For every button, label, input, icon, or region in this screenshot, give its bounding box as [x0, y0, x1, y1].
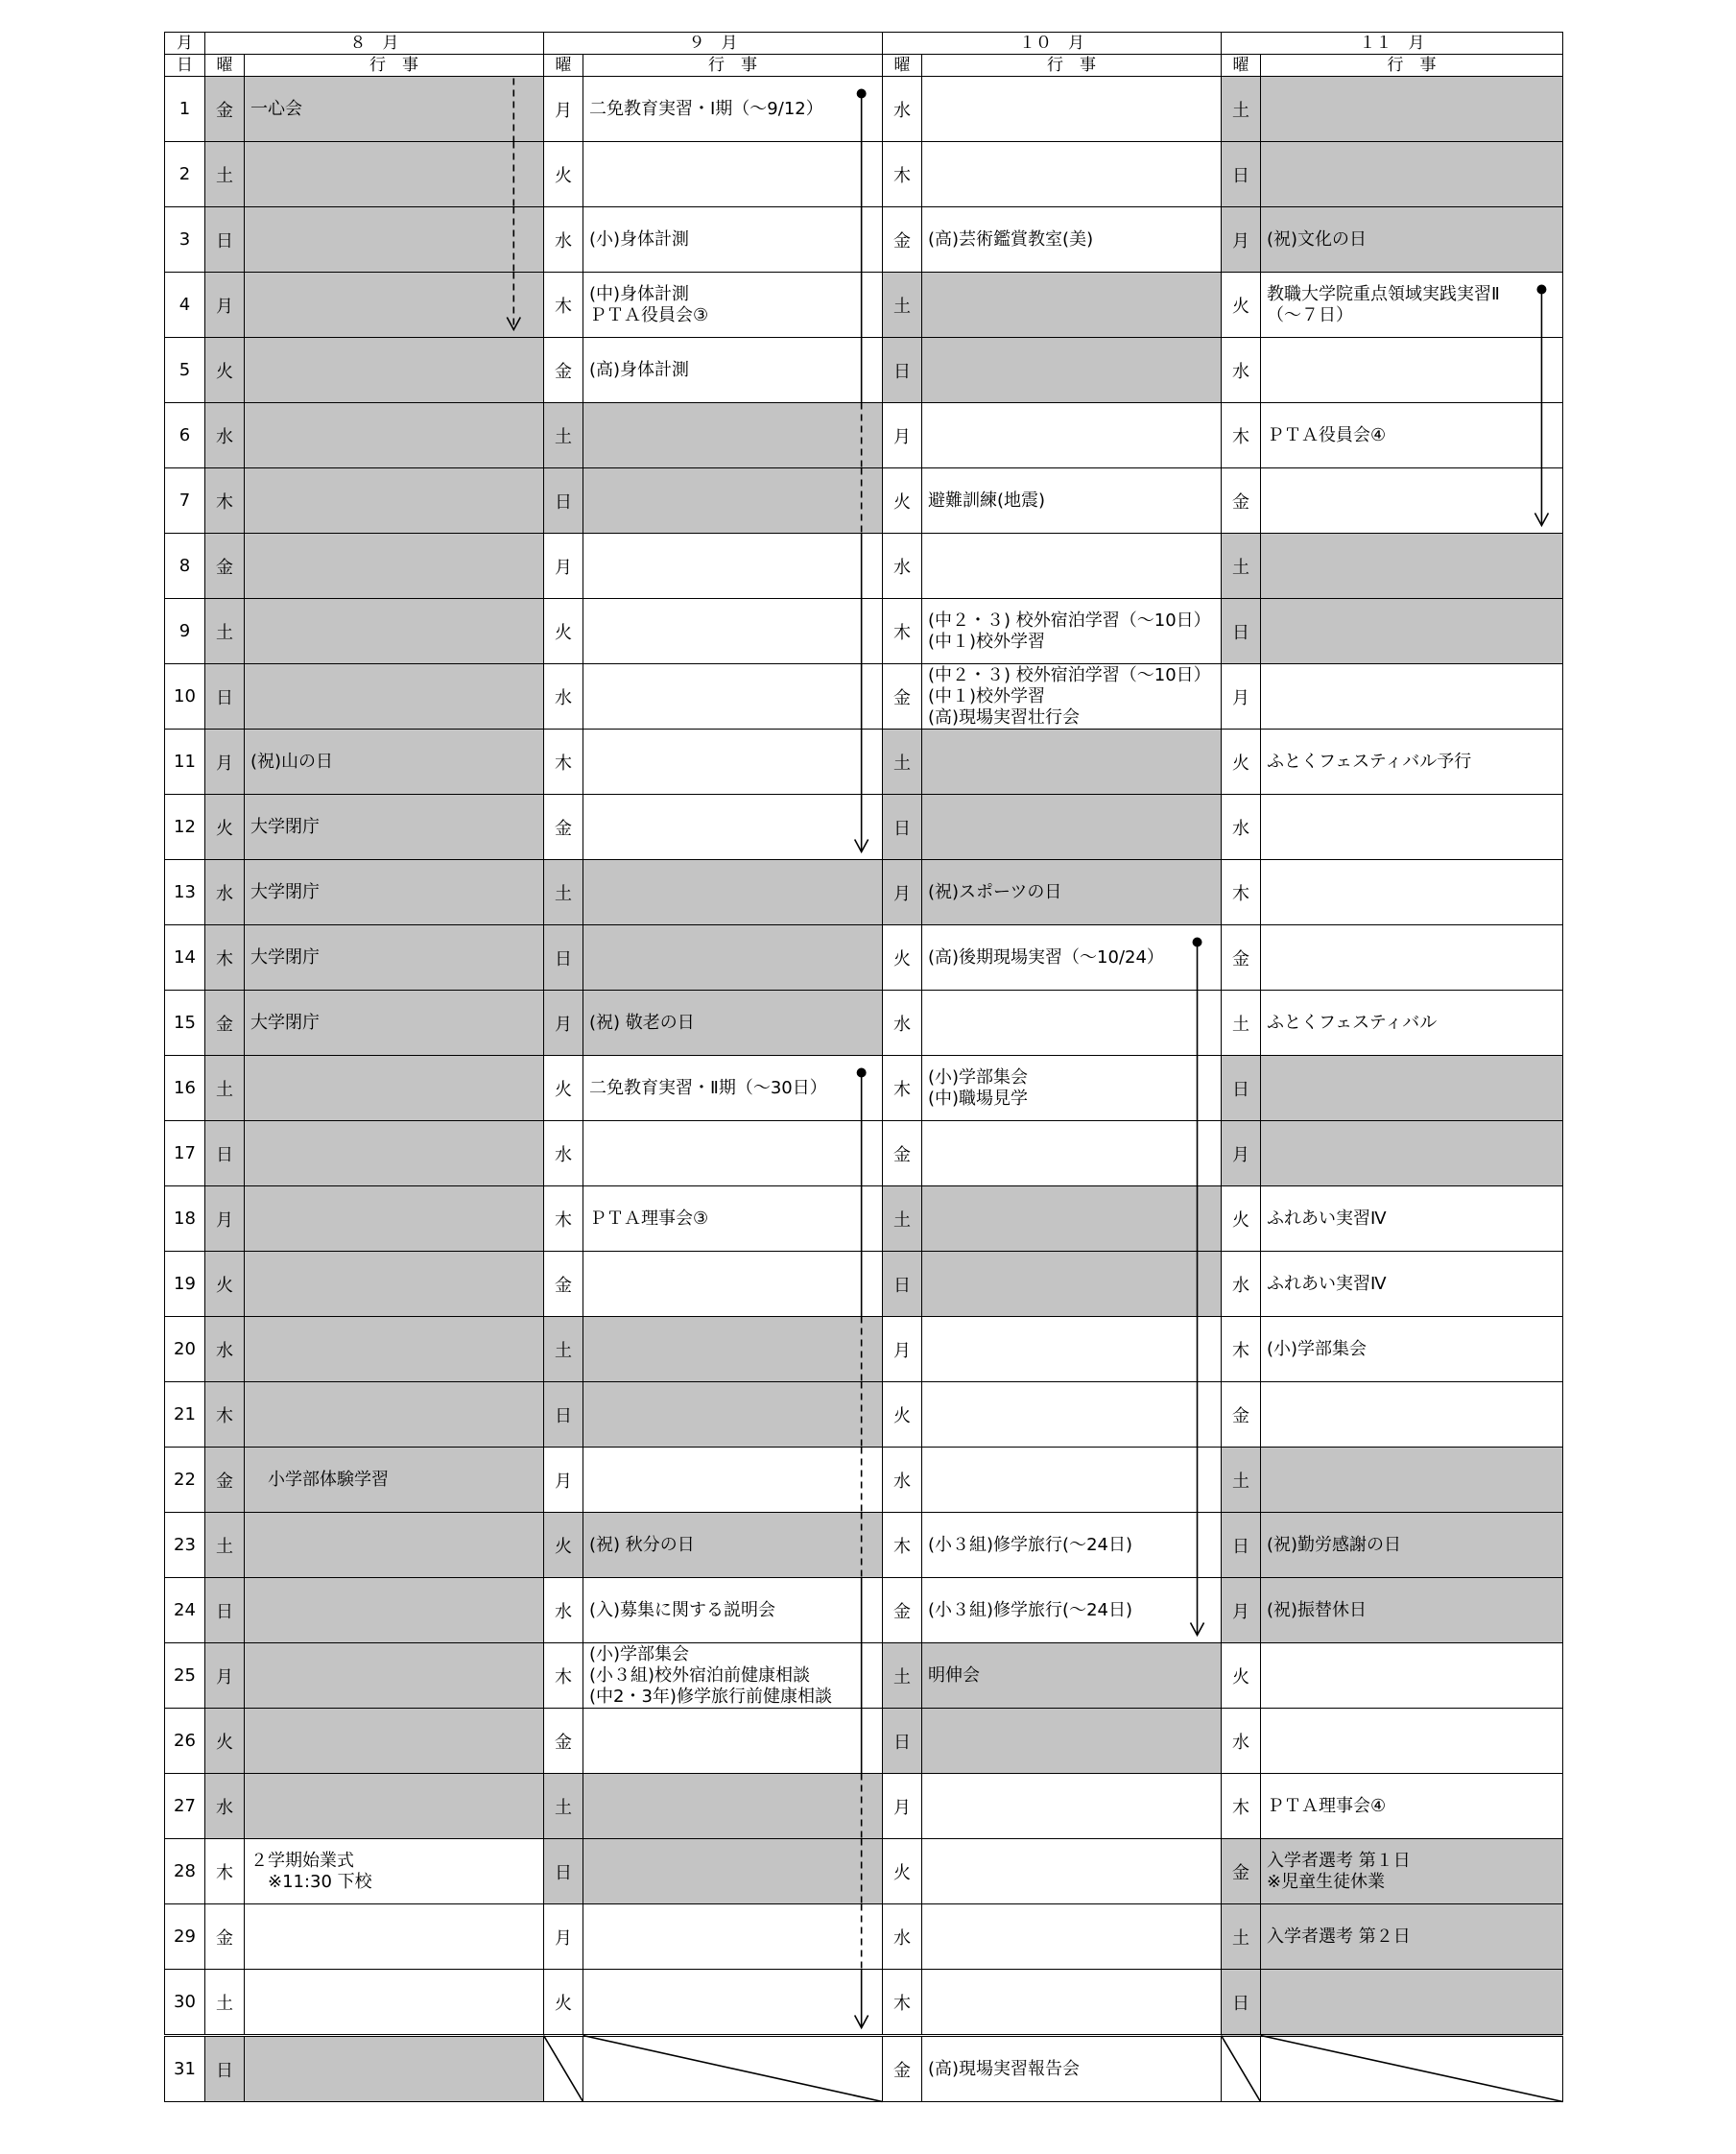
- weekday-cell: 日: [1222, 599, 1261, 664]
- weekday-cell: 土: [205, 142, 245, 207]
- weekday-cell: 日: [205, 2036, 245, 2102]
- event-cell: (小)学部集会: [1261, 1317, 1563, 1382]
- weekday-cell: 月: [1222, 664, 1261, 730]
- weekday-cell: 金: [883, 664, 922, 730]
- weekday-cell: 水: [205, 860, 245, 925]
- event-cell: (祝)山の日: [245, 730, 544, 795]
- event-cell: (祝)スポーツの日: [922, 860, 1222, 925]
- day-number: 6: [165, 403, 205, 468]
- weekday-cell: 火: [205, 1252, 245, 1317]
- weekday-cell: 水: [1222, 795, 1261, 860]
- day-number: 10: [165, 664, 205, 730]
- dow-label: 曜: [883, 55, 922, 77]
- weekday-cell: 木: [544, 273, 583, 338]
- weekday-cell: 月: [544, 1448, 583, 1513]
- weekday-cell: 水: [883, 77, 922, 142]
- weekday-cell: 金: [883, 207, 922, 273]
- event-cell: (祝)文化の日: [1261, 207, 1563, 273]
- day-number: 28: [165, 1839, 205, 1904]
- weekday-cell: 金: [1222, 1839, 1261, 1904]
- weekday-cell: 土: [205, 1513, 245, 1578]
- event-cell: ＰＴＡ役員会④: [1261, 403, 1563, 468]
- event-cell: (小)学部集会 (小３組)校外宿泊前健康相談 (中2・3年)修学旅行前健康相談: [583, 1643, 883, 1709]
- month-august: ８ 月: [205, 33, 544, 55]
- weekday-cell: 土: [883, 1186, 922, 1252]
- weekday-cell: 土: [205, 1056, 245, 1121]
- weekday-cell: 土: [883, 1643, 922, 1709]
- event-cell: ふとくフェスティバル予行: [1261, 730, 1563, 795]
- weekday-cell: 水: [883, 1904, 922, 1970]
- weekday-cell: 火: [544, 1056, 583, 1121]
- day-number: 11: [165, 730, 205, 795]
- weekday-cell: 金: [1222, 925, 1261, 991]
- day-number: 2: [165, 142, 205, 207]
- weekday-cell: 日: [205, 207, 245, 273]
- weekday-cell: 火: [205, 1709, 245, 1774]
- day-number: 5: [165, 338, 205, 403]
- day-number: 21: [165, 1382, 205, 1448]
- event-cell: ふれあい実習Ⅳ: [1261, 1186, 1563, 1252]
- day-number: 19: [165, 1252, 205, 1317]
- weekday-cell: 金: [205, 77, 245, 142]
- day-number: 14: [165, 925, 205, 991]
- weekday-cell: 月: [544, 77, 583, 142]
- day-number: 9: [165, 599, 205, 664]
- event-label: 行 事: [922, 55, 1222, 77]
- day-number: 23: [165, 1513, 205, 1578]
- event-label: 行 事: [583, 55, 883, 77]
- weekday-cell: 土: [205, 1970, 245, 2036]
- day-number: 17: [165, 1121, 205, 1186]
- event-label: 行 事: [1261, 55, 1563, 77]
- weekday-cell: 日: [883, 1252, 922, 1317]
- event-cell: (入)募集に関する説明会: [583, 1578, 883, 1643]
- weekday-cell: 日: [544, 1839, 583, 1904]
- na-diagonal-line: [1222, 2036, 1261, 2102]
- day-number: 12: [165, 795, 205, 860]
- event-cell: (高)後期現場実習（～10/24）: [922, 925, 1222, 991]
- weekday-cell: 火: [544, 1513, 583, 1578]
- weekday-cell: 水: [544, 1578, 583, 1643]
- month-october: １０ 月: [883, 33, 1222, 55]
- weekday-cell: 土: [544, 1774, 583, 1839]
- day-number: 24: [165, 1578, 205, 1643]
- weekday-cell: 木: [544, 1186, 583, 1252]
- event-cell: ２学期始業式 ※11:30 下校: [245, 1839, 544, 1904]
- event-cell: 一心会: [245, 77, 544, 142]
- event-cell: (祝)振替休日: [1261, 1578, 1563, 1643]
- weekday-cell: 木: [883, 142, 922, 207]
- weekday-cell: 火: [883, 1382, 922, 1448]
- weekday-cell: 水: [1222, 1709, 1261, 1774]
- weekday-cell: 日: [544, 1382, 583, 1448]
- weekday-cell: 木: [883, 1970, 922, 2036]
- weekday-cell: 金: [1222, 468, 1261, 534]
- weekday-cell: 水: [205, 1774, 245, 1839]
- event-cell: ふとくフェスティバル: [1261, 991, 1563, 1056]
- dow-label: 曜: [1222, 55, 1261, 77]
- weekday-cell: 木: [205, 1382, 245, 1448]
- weekday-cell: 金: [544, 338, 583, 403]
- day-number: 27: [165, 1774, 205, 1839]
- day-number: 7: [165, 468, 205, 534]
- weekday-cell: 水: [1222, 338, 1261, 403]
- weekday-cell: 日: [205, 664, 245, 730]
- event-cell: 入学者選考 第１日 ※児童生徒休業: [1261, 1839, 1563, 1904]
- day-number: 30: [165, 1970, 205, 2036]
- weekday-cell: 月: [1222, 1121, 1261, 1186]
- weekday-cell: 月: [883, 1317, 922, 1382]
- weekday-cell: 水: [544, 1121, 583, 1186]
- event-cell: 入学者選考 第２日: [1261, 1904, 1563, 1970]
- weekday-cell: 日: [883, 338, 922, 403]
- weekday-cell: 土: [544, 403, 583, 468]
- day-label: 日: [165, 55, 205, 77]
- event-cell: (祝) 敬老の日: [583, 991, 883, 1056]
- event-cell: 大学閉庁: [245, 860, 544, 925]
- month-september: ９ 月: [544, 33, 883, 55]
- weekday-cell: 火: [1222, 1643, 1261, 1709]
- weekday-cell: 月: [883, 403, 922, 468]
- weekday-cell: 水: [205, 1317, 245, 1382]
- event-cell: 大学閉庁: [245, 991, 544, 1056]
- day-number: 1: [165, 77, 205, 142]
- weekday-cell: 木: [883, 599, 922, 664]
- weekday-cell: 金: [205, 991, 245, 1056]
- day-number: 8: [165, 534, 205, 599]
- weekday-cell: 金: [1222, 1382, 1261, 1448]
- event-label: 行 事: [245, 55, 544, 77]
- day-number: 22: [165, 1448, 205, 1513]
- na-diagonal-line: [583, 2036, 883, 2102]
- day-number: 4: [165, 273, 205, 338]
- weekday-cell: 土: [1222, 1904, 1261, 1970]
- event-cell: (小)学部集会 (中)職場見学: [922, 1056, 1222, 1121]
- weekday-cell: 火: [205, 338, 245, 403]
- event-cell: (高)現場実習報告会: [922, 2036, 1222, 2102]
- weekday-cell: 月: [205, 273, 245, 338]
- weekday-cell: 水: [883, 991, 922, 1056]
- event-cell: (中２・３) 校外宿泊学習（～10日） (中１)校外学習: [922, 599, 1222, 664]
- na-diagonal-line: [544, 2036, 583, 2102]
- weekday-cell: 木: [544, 1643, 583, 1709]
- dow-label: 曜: [205, 55, 245, 77]
- weekday-cell: 金: [544, 795, 583, 860]
- weekday-cell: 日: [1222, 1513, 1261, 1578]
- weekday-cell: 金: [883, 2036, 922, 2102]
- weekday-cell: 土: [1222, 991, 1261, 1056]
- event-cell: (祝) 秋分の日: [583, 1513, 883, 1578]
- weekday-cell: 金: [883, 1578, 922, 1643]
- day-number: 3: [165, 207, 205, 273]
- dow-label: 曜: [544, 55, 583, 77]
- weekday-cell: 月: [544, 991, 583, 1056]
- weekday-cell: 木: [1222, 1774, 1261, 1839]
- weekday-cell: 月: [544, 534, 583, 599]
- weekday-cell: 月: [883, 1774, 922, 1839]
- month-label: 月: [165, 33, 205, 55]
- weekday-cell: 木: [1222, 1317, 1261, 1382]
- weekday-cell: 日: [1222, 1970, 1261, 2036]
- weekday-cell: 火: [205, 795, 245, 860]
- weekday-cell: 月: [205, 1186, 245, 1252]
- weekday-cell: 土: [883, 273, 922, 338]
- weekday-cell: 月: [1222, 207, 1261, 273]
- weekday-cell: 金: [544, 1252, 583, 1317]
- weekday-cell: 月: [883, 860, 922, 925]
- day-number: 18: [165, 1186, 205, 1252]
- weekday-cell: 日: [544, 925, 583, 991]
- weekday-cell: 日: [883, 795, 922, 860]
- weekday-cell: 月: [205, 730, 245, 795]
- weekday-cell: 日: [1222, 142, 1261, 207]
- event-cell: 二免教育実習・Ⅱ期（～30日）: [583, 1056, 883, 1121]
- weekday-cell: 火: [883, 925, 922, 991]
- event-cell: ＰＴＡ理事会③: [583, 1186, 883, 1252]
- weekday-cell: 日: [205, 1121, 245, 1186]
- weekday-cell: 土: [1222, 77, 1261, 142]
- weekday-cell: 土: [883, 730, 922, 795]
- weekday-cell: 日: [205, 1578, 245, 1643]
- day-number: 31: [165, 2036, 205, 2102]
- day-number: 29: [165, 1904, 205, 1970]
- weekday-cell: 土: [205, 599, 245, 664]
- weekday-cell: 日: [544, 468, 583, 534]
- day-number: 15: [165, 991, 205, 1056]
- event-cell: (祝)勤労感謝の日: [1261, 1513, 1563, 1578]
- weekday-cell: 土: [544, 860, 583, 925]
- event-cell: 避難訓練(地震): [922, 468, 1222, 534]
- weekday-cell: 日: [1222, 1056, 1261, 1121]
- day-number: 25: [165, 1643, 205, 1709]
- weekday-cell: 日: [883, 1709, 922, 1774]
- weekday-cell: 金: [205, 1904, 245, 1970]
- event-cell: (小３組)修学旅行(～24日): [922, 1578, 1222, 1643]
- weekday-cell: 火: [1222, 730, 1261, 795]
- event-cell: 二免教育実習・Ⅰ期（～9/12）: [583, 77, 883, 142]
- weekday-cell: 木: [883, 1513, 922, 1578]
- weekday-cell: 水: [205, 403, 245, 468]
- day-number: 20: [165, 1317, 205, 1382]
- event-cell: 教職大学院重点領域実践実習Ⅱ （～７日）: [1261, 273, 1563, 338]
- event-cell: 大学閉庁: [245, 795, 544, 860]
- weekday-cell: 月: [205, 1643, 245, 1709]
- event-cell: 明伸会: [922, 1643, 1222, 1709]
- weekday-cell: 火: [544, 142, 583, 207]
- weekday-cell: 火: [883, 468, 922, 534]
- weekday-cell: 火: [544, 599, 583, 664]
- weekday-cell: 土: [544, 1317, 583, 1382]
- weekday-cell: 金: [544, 1709, 583, 1774]
- event-cell: (小)身体計測: [583, 207, 883, 273]
- event-cell: (高)芸術鑑賞教室(美): [922, 207, 1222, 273]
- weekday-cell: 木: [1222, 860, 1261, 925]
- event-cell: (小３組)修学旅行(～24日): [922, 1513, 1222, 1578]
- weekday-cell: 金: [205, 1448, 245, 1513]
- month-november: １１ 月: [1222, 33, 1563, 55]
- weekday-cell: 水: [544, 664, 583, 730]
- weekday-cell: 土: [1222, 1448, 1261, 1513]
- event-cell: 小学部体験学習: [245, 1448, 544, 1513]
- weekday-cell: 木: [883, 1056, 922, 1121]
- weekday-cell: 火: [1222, 273, 1261, 338]
- day-number: 16: [165, 1056, 205, 1121]
- event-cell: (中２・３) 校外宿泊学習（～10日） (中１)校外学習 (高)現場実習壮行会: [922, 664, 1222, 730]
- weekday-cell: 木: [205, 925, 245, 991]
- na-diagonal-line: [1261, 2036, 1563, 2102]
- weekday-cell: 火: [883, 1839, 922, 1904]
- weekday-cell: 水: [883, 534, 922, 599]
- weekday-cell: 金: [883, 1121, 922, 1186]
- event-cell: (中)身体計測 ＰＴＡ役員会③: [583, 273, 883, 338]
- weekday-cell: 金: [205, 534, 245, 599]
- weekday-cell: 火: [544, 1970, 583, 2036]
- day-number: 13: [165, 860, 205, 925]
- event-cell: 大学閉庁: [245, 925, 544, 991]
- weekday-cell: 土: [1222, 534, 1261, 599]
- weekday-cell: 木: [205, 1839, 245, 1904]
- day-number: 26: [165, 1709, 205, 1774]
- weekday-cell: 木: [205, 468, 245, 534]
- event-cell: (高)身体計測: [583, 338, 883, 403]
- event-cell: ふれあい実習Ⅳ: [1261, 1252, 1563, 1317]
- weekday-cell: 木: [544, 730, 583, 795]
- event-cell: ＰＴＡ理事会④: [1261, 1774, 1563, 1839]
- weekday-cell: 水: [883, 1448, 922, 1513]
- weekday-cell: 火: [1222, 1186, 1261, 1252]
- weekday-cell: 水: [544, 207, 583, 273]
- weekday-cell: 月: [1222, 1578, 1261, 1643]
- weekday-cell: 月: [544, 1904, 583, 1970]
- weekday-cell: 水: [1222, 1252, 1261, 1317]
- weekday-cell: 木: [1222, 403, 1261, 468]
